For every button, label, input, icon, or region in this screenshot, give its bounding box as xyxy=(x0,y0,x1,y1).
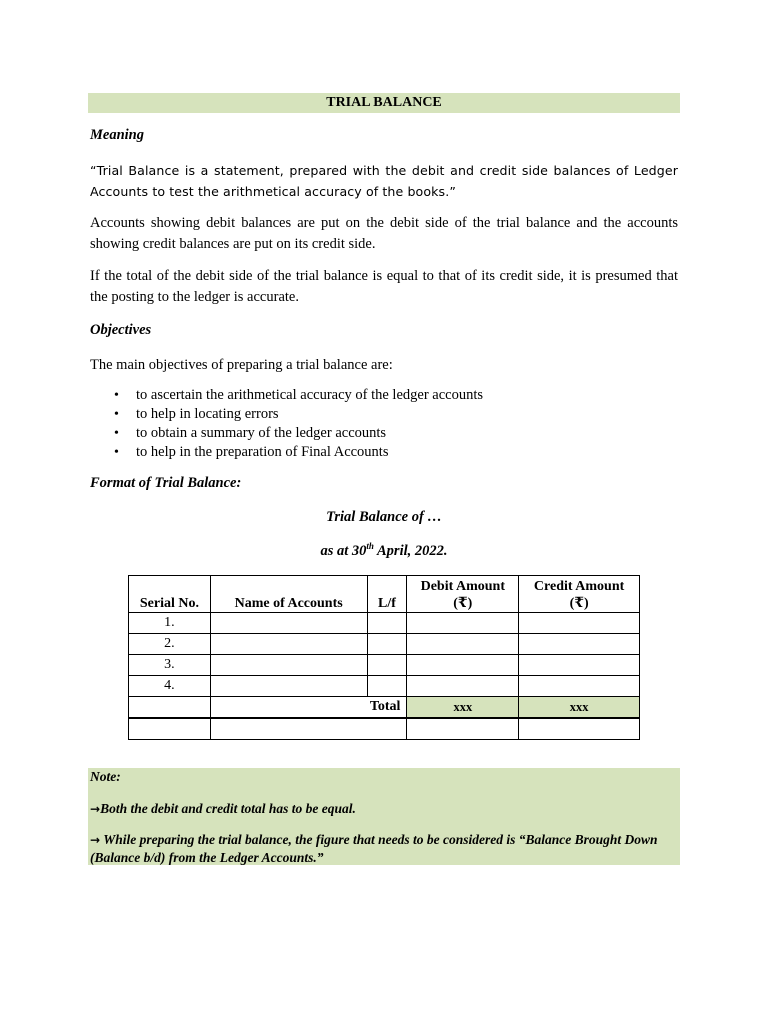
arrow-right-icon: → xyxy=(90,833,101,847)
table-header-row xyxy=(129,576,640,613)
header-name: Name of Accounts xyxy=(210,576,367,613)
accuracy-paragraph: If the total of the debit side of the trial balance is equal to that of its credit side, it is presumed that the posting to the ledger is accurate. xyxy=(90,268,678,305)
header-credit: Credit Amount (₹) xyxy=(519,576,640,613)
objectives-list xyxy=(90,386,650,462)
note-line-1: →Both the debit and credit total has to be equal. xyxy=(90,801,356,816)
trial-balance-title: Trial Balance of … xyxy=(326,509,442,525)
table-row: 3. xyxy=(129,655,640,676)
list-item: • to help in the preparation of Final Accounts xyxy=(114,444,389,460)
bullet-icon: • xyxy=(114,445,119,460)
bullet-icon: • xyxy=(114,426,119,441)
list-item: • to obtain a summary of the ledger accounts xyxy=(114,425,387,441)
objectives-heading: Objectives xyxy=(90,322,152,338)
debit-total: xxx xyxy=(407,697,519,719)
trial-balance-table xyxy=(128,575,640,740)
bullet-icon: • xyxy=(114,388,119,403)
total-label: Total xyxy=(210,697,407,719)
format-heading: Format of Trial Balance: xyxy=(90,475,242,491)
header-debit: Debit Amount (₹) xyxy=(407,576,519,613)
page-title: TRIAL BALANCE xyxy=(88,93,680,113)
table-row: 4. xyxy=(129,676,640,697)
note-label: Note: xyxy=(90,769,121,784)
table-row: 2. xyxy=(129,634,640,655)
bullet-icon: • xyxy=(114,407,119,422)
meaning-heading: Meaning xyxy=(90,127,144,143)
objectives-intro: The main objectives of preparing a trial balance are: xyxy=(90,357,393,373)
total-row xyxy=(129,697,640,719)
table-row: 1. xyxy=(129,613,640,634)
trial-balance-date: as at 30th April, 2022. xyxy=(320,541,448,559)
definition-quote: “Trial Balance is a statement, prepared with the debit and credit side balances of Ledger Accounts to test the arithmetical accuracy of the books.” xyxy=(90,163,678,199)
debit-credit-paragraph: Accounts showing debit balances are put on the debit side of the trial balance and the accounts showing credit balances are put on its credit side. xyxy=(90,215,678,252)
table-row xyxy=(129,718,640,740)
arrow-right-icon: → xyxy=(90,802,101,816)
note-line-2: → While preparing the trial balance, the figure that needs to be considered is “Balance Brought Down (Balance b/d) from the Ledger Accounts.” xyxy=(90,832,658,865)
list-item: • to ascertain the arithmetical accuracy of the ledger accounts xyxy=(114,387,484,403)
header-lf: L/f xyxy=(367,576,407,613)
credit-total: xxx xyxy=(519,697,640,719)
header-serial: Serial No. xyxy=(129,576,211,613)
list-item: • to help in locating errors xyxy=(114,406,279,422)
note-box xyxy=(88,768,680,865)
